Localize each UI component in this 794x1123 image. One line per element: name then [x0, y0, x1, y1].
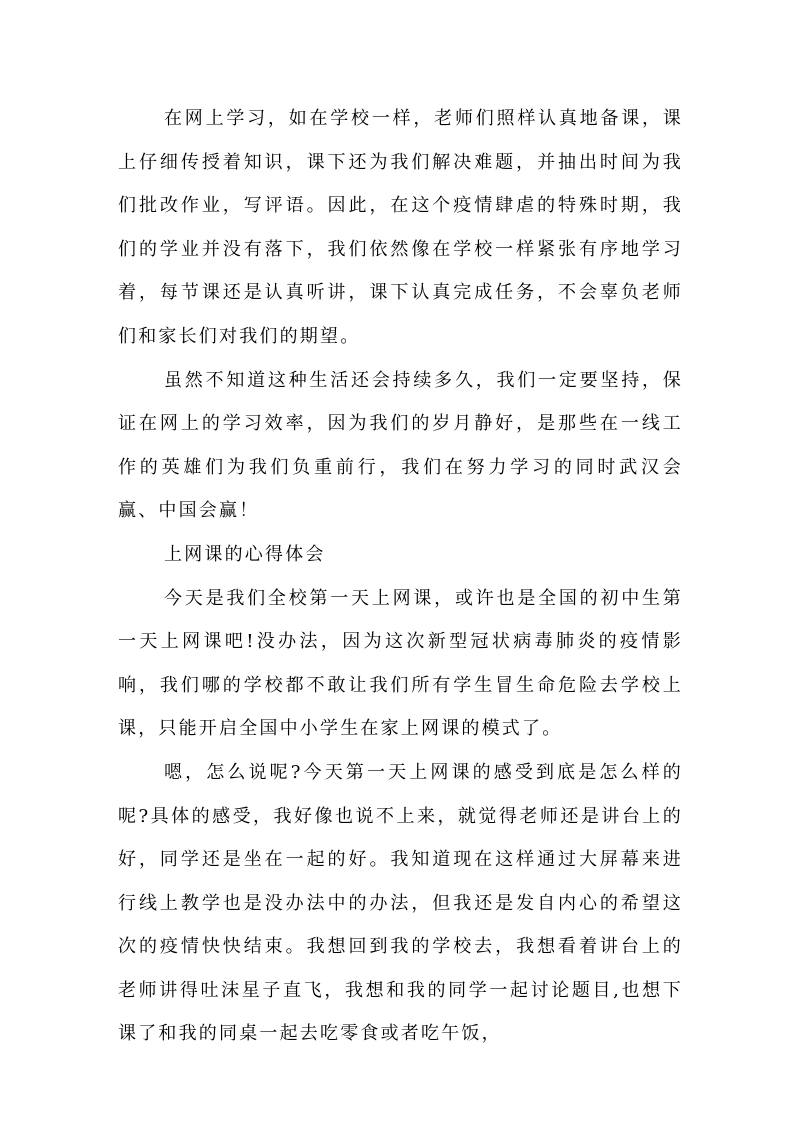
paragraph-online-learning: 在网上学习，如在学校一样，老师们照样认真地备课，课上仔细传授着知识，课下还为我们解决难题，并抽出时间为我们批改作业，写评语。因此，在这个疫情肆虐的特殊时期，我们的学业并没有落下，我们依然像在学校一样紧张有序地学习着，每节课还是认真听讲，课下认真完成任务，不会辜负老师们和家长们对我们的期望。 [118, 108, 683, 347]
paragraph-feelings: 嗯，怎么说呢?今天第一天上网课的感受到底是怎么样的呢?具体的感受，我好像也说不上来，就觉得老师还是讲台上的好，同学还是坐在一起的好。我知道现在这样通过大屏幕来进行线上教学也是没办法中的办法，但我还是发自内心的希望这次的疫情快快结束。我想回到我的学校去，我想看着讲台上的老师讲得吐沫星子直飞，我想和我的同学一起讨论题目,也想下课了和我的同桌一起去吃零食或者吃午饭， [118, 761, 683, 1045]
document-body [118, 97, 683, 1056]
paragraph-persistence: 虽然不知道这种生活还会持续多久，我们一定要坚持，保证在网上的学习效率，因为我们的岁月静好，是那些在一线工作的英雄们为我们负重前行，我们在努力学习的同时武汉会赢、中国会赢！ [118, 369, 683, 522]
paragraph-first-day: 今天是我们全校第一天上网课，或许也是全国的初中生第一天上网课吧!没办法，因为这次新型冠状病毒肺炎的疫情影响，我们哪的学校都不敢让我们所有学生冒生命危险去学校上课，只能开启全国中小学生在家上网课的模式了。 [118, 587, 683, 740]
section-title: 上网课的心得体会 [164, 543, 326, 565]
